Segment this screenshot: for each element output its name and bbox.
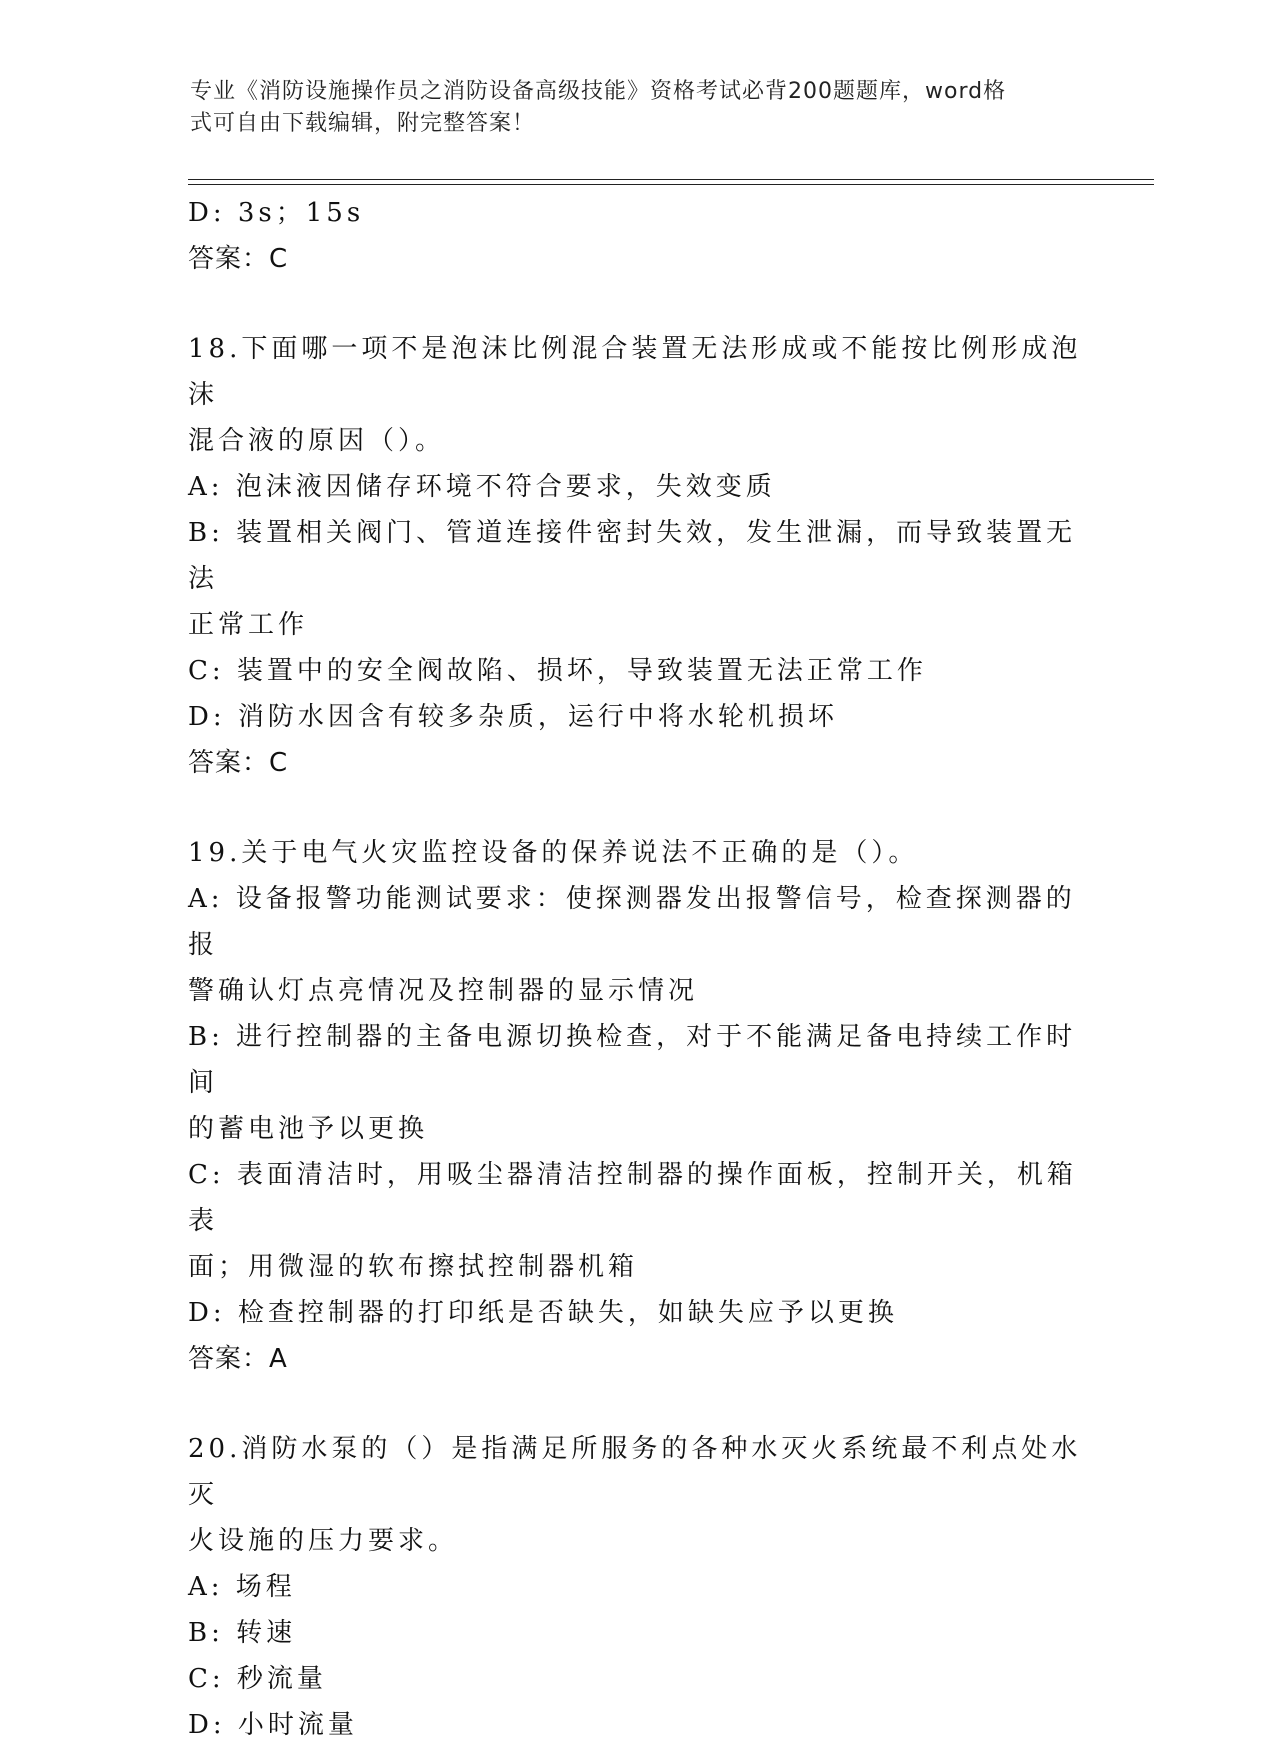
option-a: A: 泡沫液因储存环境不符合要求，失效变质	[188, 472, 776, 502]
option-d: D: 小时流量	[188, 1710, 358, 1740]
answer-line: 答案：C	[188, 748, 289, 778]
question-18	[188, 326, 1088, 786]
option-d: D: 检查控制器的打印纸是否缺失，如缺失应予以更换	[188, 1298, 898, 1328]
option-b-cont: 正常工作	[188, 610, 309, 640]
header-line-2: 式可自由下载编辑，附完整答案！	[190, 111, 536, 136]
option-a-cont: 警确认灯点亮情况及控制器的显示情况	[188, 976, 699, 1006]
question-20	[188, 1426, 1088, 1748]
option-a: A: 场程	[188, 1572, 296, 1602]
answer-line: 答案：C	[188, 244, 289, 274]
question-content	[188, 190, 1088, 1748]
question-stem: 19.关于电气火灾监控设备的保养说法不正确的是（）。	[188, 838, 919, 868]
header-divider-bottom	[188, 184, 1154, 185]
answer-line: 答案：A	[188, 1344, 288, 1374]
header-divider-top	[188, 179, 1154, 180]
question-stem-cont: 火设施的压力要求。	[188, 1526, 459, 1556]
question-stem-cont: 混合液的原因（）。	[188, 426, 446, 456]
question-19	[188, 830, 1088, 1382]
header-line-1: 专业《消防设施操作员之消防设备高级技能》资格考试必背200题题库，word格	[190, 79, 1007, 104]
option-c-cont: 面；用微湿的软布擦拭控制器机箱	[188, 1252, 639, 1282]
option-d: D: 消防水因含有较多杂质，运行中将水轮机损坏	[188, 702, 838, 732]
page-header	[190, 76, 1070, 140]
option-c: C: 表面清洁时，用吸尘器清洁控制器的操作面板，控制开关，机箱表	[188, 1160, 1077, 1236]
option-c: C: 装置中的安全阀故陷、损坏，导致装置无法正常工作	[188, 656, 927, 686]
option-b: B: 装置相关阀门、管道连接件密封失效，发生泄漏，而导致装置无法	[188, 518, 1077, 594]
question-spacer	[188, 1382, 1088, 1426]
question-stem: 20.消防水泵的（）是指满足所服务的各种水灭火系统最不利点处水灭	[188, 1434, 1082, 1510]
question-spacer	[188, 282, 1088, 326]
question-17-tail	[188, 190, 1088, 282]
option-b: B: 进行控制器的主备电源切换检查，对于不能满足备电持续工作时间	[188, 1022, 1077, 1098]
option-d: D: 3s；15s	[188, 198, 365, 228]
option-a: A: 设备报警功能测试要求：使探测器发出报警信号，检查探测器的报	[188, 884, 1076, 960]
question-stem: 18.下面哪一项不是泡沫比例混合装置无法形成或不能按比例形成泡沫	[188, 334, 1082, 410]
option-c: C: 秒流量	[188, 1664, 327, 1694]
option-b: B: 转速	[188, 1618, 297, 1648]
question-spacer	[188, 786, 1088, 830]
option-b-cont: 的蓄电池予以更换	[188, 1114, 429, 1144]
